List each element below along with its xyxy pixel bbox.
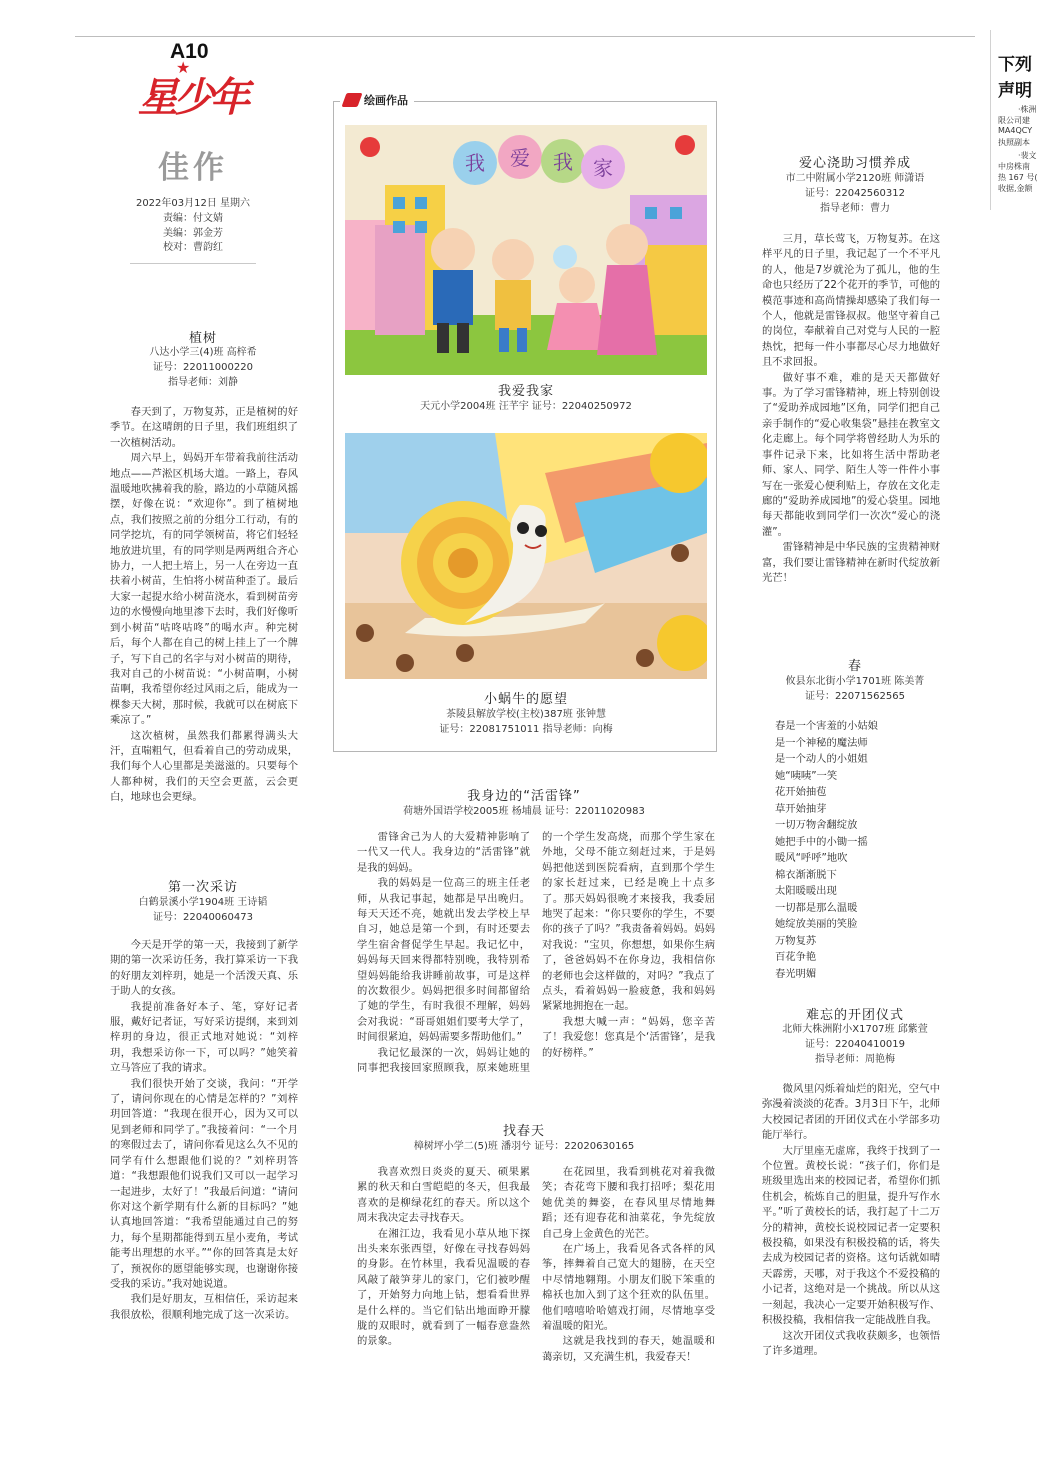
right-strip-line: 热 167 号(: [998, 173, 1038, 182]
paragraph: 在花园里，我看到桃花对着我微笑；杏花弯下腰和我打招呼；梨花用她优美的舞姿，在春风里尽情地舞蹈；还有迎春花和油菜花，争先绽放自己身上金黄色的光芒。: [542, 1166, 715, 1240]
article-body-caifang: [110, 938, 298, 1323]
paragraph: 我提前准备好本子、笔，穿好记者服，戴好记者证，写好采访提纲，来到刘梓玥的身边，很正式地对她说：“刘梓玥，我想采访你一下，可以吗？”她笑着立马答应了我的请求。: [110, 1000, 298, 1075]
article-meta: 北师大株洲附小X1707班 邱紫萱: [782, 1024, 928, 1035]
article-title-leifeng: 我身边的“活雷锋”: [467, 789, 581, 804]
article-body-leifeng: [357, 830, 715, 1100]
poem-line: 百花争艳: [775, 951, 817, 963]
poem-line: 太阳暖暖出现: [775, 885, 837, 897]
article-title-chun: 春: [847, 659, 862, 674]
article-body-aixin: [762, 232, 940, 586]
paragraph: 我记忆最深的一次，妈妈让她的同事把我接回家照顾我，原来她班里的一个学生发高烧，而那个学生家在外地，父母不能立刻赶过来，于是妈妈把他送到医院看病，直到那个学生的家长赶过来，已经是晚上十点多了。那天妈妈很晚才来接我，我委屈地哭了起来：“你只要你的学生，不要你的孩子了吗？”我责备着妈妈。妈妈对我说：“宝贝，你想想，如果你生病了，爸爸妈妈不在你身边，我相信你的老师也会这样做的，对吗？”我点了点头，看着妈妈一脸疲惫，我和妈妈紧紧地拥抱在一起。: [357, 831, 715, 1075]
article-meta: 证号：22071562565: [805, 691, 905, 702]
pencil-icon: [341, 93, 362, 107]
right-strip-line: ·裴文: [1018, 151, 1037, 160]
paragraph: 在湘江边，我看见小草从地下探出头来东张西望，好像在寻找春妈妈的身影。在竹林里，我看见温暖的春风敲了敲笋芽儿的家门，它们被吵醒了，开始努力向地上钻，想看看世界是什么样的。当它们钻出地面睁开朦胧的双眼时，就看到了一幅春意盎然的景象。: [357, 1227, 530, 1348]
star-icon: ★: [176, 58, 191, 77]
art-label: [340, 92, 414, 108]
paragraph: 在广场上，我看见各式各样的风筝，摔舞着自己宽大的翅膀，在天空中尽情地翱翔。小朋友们脱下笨重的棉袄也加入到了这个狂欢的队伍里。他们嘻嘻哈哈嬉戏打闹，尽情地享受着温暖的阳光。: [542, 1243, 715, 1333]
article-meta: 证号：22042560312: [805, 188, 905, 199]
article-body-kaituan: [762, 1082, 940, 1359]
right-strip-line: 中房株南: [998, 162, 1030, 171]
poem-line: 一切都是那么温暖: [775, 901, 858, 914]
article-title-caifang: 第一次采访: [167, 880, 238, 895]
right-strip-line: 收据,金额: [998, 184, 1033, 193]
article-meta: 攸县东北街小学1701班 陈美菁: [785, 676, 925, 687]
credit-designer: 美编：郭金芳: [163, 228, 223, 239]
paragraph: 这次植树，虽然我们都累得满头大汗，直喘粗气，但看着自己的劳动成果，我们每个人心里都是美滋滋的。只要每个人都种树，我们的天空会更蓝，云会更白，地球也会更绿。: [110, 729, 298, 804]
article-body-chuntian: [357, 1165, 715, 1405]
poem-body-chun: [775, 718, 945, 982]
article-meta: 指导老师：周艳梅: [815, 1054, 895, 1065]
poem-line: 棉衣渐渐脱下: [775, 868, 837, 881]
banner-char: 家: [593, 156, 613, 180]
top-rule: [75, 36, 975, 37]
banner-char: 我: [553, 150, 573, 174]
article-meta: 白鹤景溪小学1904班 王诗韬: [138, 897, 268, 908]
article-title-kaituan: 难忘的开团仪式: [805, 1008, 904, 1023]
poem-line: 花开始抽苞: [775, 786, 827, 798]
painting-caption-family: 天元小学2004班 汪芊宇 证号：22040250972: [420, 401, 632, 412]
article-title-aixin: 爱心浇助习惯养成: [798, 156, 911, 171]
poem-line: 她把手中的小锄一摇: [775, 835, 868, 848]
paragraph: 雷锋精神是中华民族的宝贵精神财富，我们要让雷锋精神在新时代绽放新光芒！: [762, 541, 940, 584]
art-label-text: 绘画作品: [364, 94, 408, 107]
article-meta: 樟树坪小学二(5)班 潘羽兮 证号：22020630165: [413, 1141, 635, 1152]
poem-line: 她绽放美丽的笑脸: [775, 918, 858, 930]
paragraph: 大厅里座无虚席，我终于找到了一个位置。黄校长说：“孩子们，你们是班级里选出来的校园记者，希望你们抓住机会，梳炼自己的胆量，提升写作水平。”听了黄校长的话，我打起了十二万分的精神，黄校长说校园记者一定要积极投稿，如果没有积极投稿的话，将失去成为校园记者的资格。这句话就如晴天霹雳，天哪，对于我这个不爱投稿的小记者，这绝对是一个挑战。所以从这一刻起，我决心一定要开始积极写作、积极投稿，我相信我一定能战胜自我。: [762, 1144, 940, 1327]
painting-family: [345, 125, 707, 375]
article-meta: 市二中附属小学2120班 师潇语: [785, 173, 925, 184]
paragraph: 我喜欢烈日炎炎的夏天、硕果累累的秋天和白雪皑皑的冬天，但我最喜欢的是柳绿花红的春天。所以这个周末我决定去寻找春天。: [357, 1166, 530, 1225]
section-name: 佳作: [158, 150, 228, 186]
paragraph: 我们是好朋友，互相信任，采访起来我很放松，很顺利地完成了这一次采访。: [110, 1293, 298, 1321]
article-title-chuntian: 找春天: [502, 1124, 545, 1139]
article-meta: 证号：22011000220: [153, 362, 253, 373]
paragraph: 这就是我找到的春天，她温暖和蔼亲切，又充满生机，我爱春天！: [542, 1335, 715, 1363]
paragraph: 今天是开学的第一天，我接到了新学期的第一次采访任务，我打算采访一下我的好朋友刘梓玥，她是一个活泼天真、乐于助人的女孩。: [110, 939, 298, 998]
right-strip-line: 限公司建: [998, 116, 1030, 125]
paragraph: 雷锋舍己为人的大爱精神影响了一代又一代人。我身边的“活雷锋”就是我的妈妈。: [357, 831, 530, 874]
paragraph: 微风里闪烁着灿烂的阳光，空气中弥漫着淡淡的花香。3月3日下午，北师大校园记者团的开团仪式在小学部多功能厅举行。: [762, 1083, 940, 1142]
right-strip-line: 执照副本: [998, 138, 1030, 147]
right-strip-rule: [990, 30, 991, 210]
poem-line: 一切万物舍翻绽放: [775, 819, 858, 831]
article-meta: 证号：22040410019: [805, 1039, 905, 1050]
paragraph: 我的妈妈是一位高三的班主任老师，从我记事起，她都是早出晚归。每天天还不亮，她就出发去学校上早自习，她总是第一个到，有时还要去学生宿舍督促学生早起。我记忆中，妈妈每天回来得都特别晚，我特别希望妈妈能给我讲睡前故事，可是这样的次数很少。妈妈把很多时间都留给了她的学生，有时我很不理解，妈妈会对我说：“哥哥姐姐们要考大学了，时间很紧迫，妈妈需要多帮助他们。”: [357, 877, 530, 1044]
paragraph: 我们很快开始了交谈，我问：“开学了，请问你现在的心情是怎样的？”刘梓玥回答道：“我现在很开心，因为又可以见到老师和同学了。”我接着问：“一个月的寒假过去了，请问你看见这么久不见的同学有什么想跟他们说的？”刘梓玥答道：“我想跟他们说我们又可以一起学习一起进步，太好了！”我最后问道：“请问你对这个新学期有什么新的目标吗？”她认真地回答道：“我希望能通过自己的努力，每个星期都能得到五星小麦角，考试能考出理想的水平。”“你的回答真是太好了，预祝你的愿望能够实现，也谢谢你接受我的采访。”我对她说道。: [110, 1077, 298, 1290]
poem-line: 暖风“呼呼”地吹: [775, 852, 848, 864]
poem-line: 是一个动人的小姐姐: [775, 753, 868, 765]
right-strip-line: MA4QCY: [998, 126, 1033, 135]
paragraph: 三月，草长莺飞，万物复苏。在这样平凡的日子里，我记起了一个不平凡的人，他是7岁就沦为了孤儿，他的生命也只经历了22个花开的季节，可他的模范事迹和高尚情操却感染了我们每一个人，他就是雷锋叔叔。他坚守着自己的岗位，奉献着自己对党与人民的一腔热忱，把每一件小事都尽心尽力地做好且不求回报。: [762, 233, 940, 369]
credit-editor: 责编：付文婧: [163, 213, 223, 224]
article-meta: 证号：22040060473: [153, 912, 253, 923]
poem-line: 春是一个害羞的小姑娘: [775, 720, 878, 732]
paragraph: 我想大喊一声：“妈妈，您辛苦了！我爱您！您真是个‘活雷锋’，是我的好榜样。”: [542, 1015, 715, 1059]
poem-line: 是一个神秘的魔法师: [775, 736, 868, 749]
right-strip-title-1: 下列: [998, 55, 1032, 75]
painting-caption-snail: 茶陵县解放学校(主校)387班 张钟慧: [445, 709, 607, 720]
article-meta: 指导老师：曹力: [820, 203, 890, 214]
issue-date: 2022年03月12日 星期六: [135, 198, 251, 209]
poem-line: 她“咦咦”一笑: [775, 769, 838, 782]
painting-snail: [345, 433, 707, 679]
article-meta: 荷塘外国语学校2005班 杨埔晨 证号：22011020983: [403, 806, 645, 817]
painting-title-snail: 小蜗牛的愿望: [483, 692, 568, 707]
credit-proofreader: 校对：曹韵红: [163, 242, 223, 253]
article-body-zhishu: [110, 405, 298, 806]
right-strip-title-2: 声明: [998, 81, 1032, 101]
banner-char: 我: [465, 151, 485, 175]
poem-line: 春光明媚: [775, 967, 817, 980]
paragraph: 这次开团仪式我收获颇多，也领悟了许多道理。: [762, 1329, 940, 1357]
article-meta: 八达小学三(4)班 高梓希: [149, 347, 257, 358]
poem-line: 万物复苏: [775, 934, 817, 947]
brand-logo: 星少年: [138, 75, 246, 121]
painting-caption-snail: 证号：22081751011 指导老师：向梅: [439, 724, 613, 735]
painting-title-family: 我爱我家: [497, 384, 554, 399]
right-strip-line: ·株洲: [1018, 105, 1037, 114]
header-rule: [130, 263, 256, 264]
article-meta: 指导老师：刘静: [168, 377, 238, 388]
poem-line: 草开始抽芽: [775, 802, 827, 815]
page-number: A10: [170, 40, 209, 63]
paragraph: 做好事不难，难的是天天都做好事。为了学习雷锋精神，班上特别创设了“爱助养成园地”区角，同学们把自己亲手制作的“爱心收集袋”悬挂在教室文化走廊上。每个同学将曾经助人为乐的事件记录下来，比如将生活中帮助老师、家人、同学、陌生人等一件件小事写在一张爱心便利贴上，存放在文化走廊的“爱助养成园地”的爱心袋里。园地每天都能收到同学们一次次“爱心的浇灌”。: [762, 371, 940, 538]
banner-char: 爱: [510, 146, 530, 170]
paragraph: 周六早上，妈妈开车带着我前往活动地点——芦淞区机场大道。一路上，春风温暖地吹拂着我的脸，路边的小草随风摇摆，好像在说：“欢迎你”。到了植树地点，我们按照之前的分组分工行动，有的同学挖坑，有的同学领树苗，将它们轻轻地放进坑里，有的同学则是两两组合齐心协力，一人把土培上，另一人在旁边一直扶着小树苗，生怕将小树苗种歪了。最后大家一起提水给小树苗浇水，看到树苗旁边的水慢慢向地里渗下去时，我们好像听到小树苗“咕咚咕咚”的喝水声。种完树后，每个人都在自己的树上挂上了一个牌子，写下自己的名字与对小树苗的期待，我对自己的小树苗说：“小树苗啊，小树苗啊，我希望你经过风雨之后，能成为一棵参天大树，那时候，我就可以在树底下乘凉了。”: [110, 452, 298, 727]
paragraph: 春天到了，万物复苏，正是植树的好季节。在这晴朗的日子里，我们班组织了一次植树活动。: [110, 406, 298, 449]
article-title-zhishu: 植树: [188, 331, 217, 346]
